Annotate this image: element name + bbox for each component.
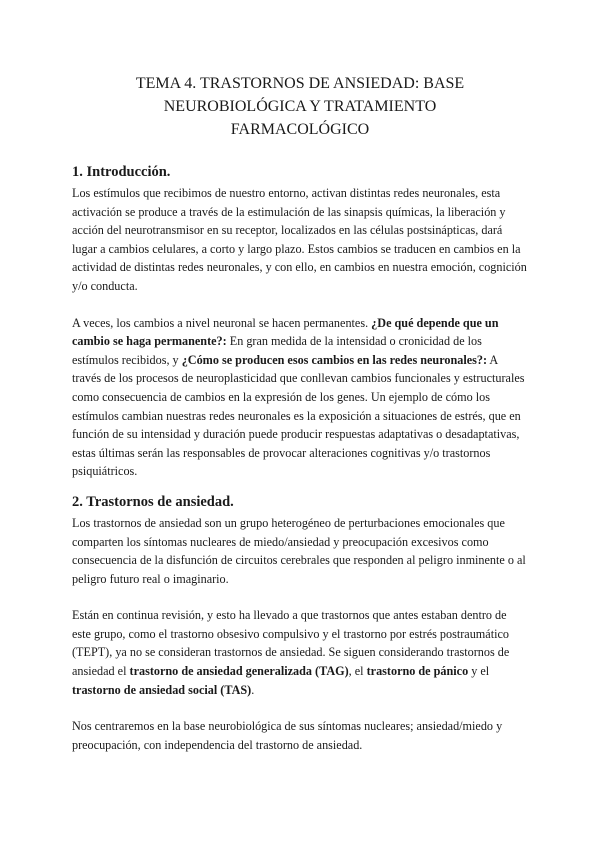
text-run: A veces, los cambios a nivel neuronal se hacen permanentes. xyxy=(72,315,372,330)
section-trastornos xyxy=(72,493,528,755)
text-run: y el xyxy=(468,664,490,679)
bold-question-1: ¿De qué depende que un cambio se haga permanente?: xyxy=(72,315,499,349)
title-line-3: FARMACOLÓGICO xyxy=(230,121,370,138)
title-line-2: NEUROBIOLÓGICA Y TRATAMIENTO xyxy=(163,98,437,115)
page-title xyxy=(72,72,528,141)
section-introduccion xyxy=(72,163,528,481)
document-page xyxy=(72,72,528,754)
bold-term-panico: trastorno de pánico xyxy=(366,664,469,679)
trastornos-paragraph-3: Nos centraremos en la base neurobiológica de sus síntomas nucleares; ansiedad/miedo y preocupación, con independencia del trastorno de ansiedad. xyxy=(72,719,503,752)
bold-term-tag: trastorno de ansiedad generalizada (TAG) xyxy=(129,664,349,679)
text-run: , el xyxy=(348,664,367,679)
trastornos-paragraph-2 xyxy=(72,606,528,699)
bold-question-2: ¿Cómo se producen esos cambios en las redes neuronales?: xyxy=(181,352,488,367)
trastornos-paragraph-1: Los trastornos de ansiedad son un grupo heterogéneo de perturbaciones emocionales que comparten los síntomas nucleares de miedo/ansiedad y preocupación excesivos como consecuencia de la disfunción de circuitos cerebrales que responden al peligro inminente o al peligro futuro real o imaginario. xyxy=(72,515,526,586)
section-heading-2: 2. Trastornos de ansiedad. xyxy=(72,493,234,510)
intro-paragraph-2 xyxy=(72,314,528,481)
section-heading-1: 1. Introducción. xyxy=(72,164,171,180)
text-run: En gran medida de la intensidad o cronicidad de los estímulos recibidos, y xyxy=(72,334,482,367)
text-run: A través de los procesos de neuroplasticidad que conllevan cambios funcionales y estructurales como consecuencia de cambios en la expresión de los genes. Un ejemplo de cómo los estímulos cambian nuestras redes neuronales es la exposición a situaciones de estrés, que en función de su intensidad y duración puede producir respuestas adaptativas o desadaptativas, estas últimas serán las responsables de provocar alteraciones cognitivas y/o trastornos psiquiátricos. xyxy=(72,352,525,479)
text-run: . xyxy=(251,682,255,697)
intro-paragraph-1: Los estímulos que recibimos de nuestro entorno, activan distintas redes neuronales, esta activación se produce a través de la estimulación de las sinapsis químicas, la liberación y acción del neurotransmisor en su receptor, localizados en las células postsinápticas, dará lugar a cambios celulares, a corto y largo plazo. Estos cambios se traducen en cambios en la actividad de distintas redes neuronales, y con ello, en cambios en nuestra emoción, cognición y/o conducta. xyxy=(72,186,527,293)
text-run: Están en continua revisión, y esto ha llevado a que trastornos que antes estaban dentro de este grupo, como el trastorno obsesivo compulsivo y el trastorno por estrés postraumático (TEPT), ya no se consideran trastornos de ansiedad. Se siguen considerando trastornos de ansiedad el xyxy=(72,608,510,679)
bold-term-tas: trastorno de ansiedad social (TAS) xyxy=(72,682,252,697)
title-line-1: TEMA 4. TRASTORNOS DE ANSIEDAD: BASE xyxy=(135,75,465,92)
